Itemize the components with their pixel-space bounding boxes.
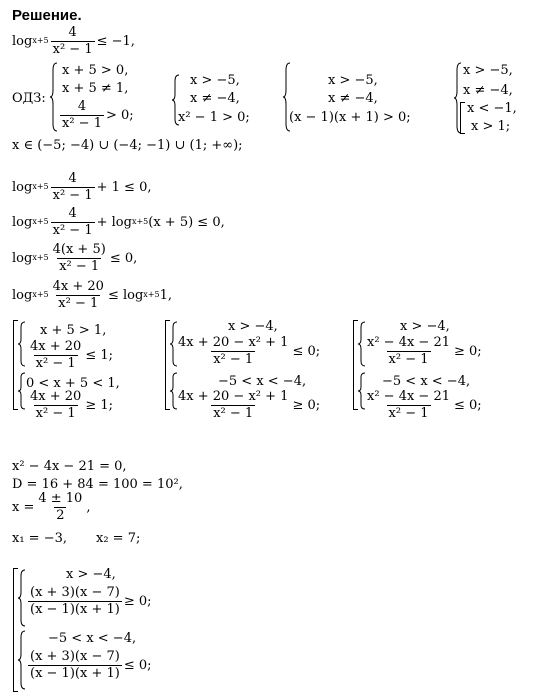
final-ineq-b: $\frac{(x + 3)(x - 7)}{(x - 1)(x + 1)}$ ≤ 0; xyxy=(30,649,152,681)
odz2-cond-1: x > −5, xyxy=(190,73,240,88)
odz4-cond-4: x > 1; xyxy=(471,119,511,134)
case2-ineq-b: $\frac{\text{4x + 20 − x² + 1}}{\text{x² − 1}}$ ≥ 0; xyxy=(178,389,321,421)
system-brace xyxy=(18,321,25,367)
case3-ineq-a: $\frac{\text{x² − 4x − 21}}{\text{x² − 1}}$ ≥ 0; xyxy=(367,335,482,367)
odz-cond-3: $\frac{4}{\text{x² − 1}}$ > 0; xyxy=(62,99,134,131)
root-2: x₂ = 7; xyxy=(96,531,141,546)
case1-cond-a: x + 5 > 1, xyxy=(40,323,107,338)
roots-formula: x = $\frac{4 \pm 10}{2}$ , xyxy=(12,491,91,523)
system-brace xyxy=(18,372,25,410)
odz-cond-1: x + 5 > 0, xyxy=(62,63,129,78)
case3-cond-b: −5 < x < −4, xyxy=(382,374,471,389)
odz-cond-2: x + 5 ≠ 1, xyxy=(62,81,129,96)
odz2-cond-3: x² − 1 > 0; xyxy=(178,110,250,125)
odz3-cond-3: (x − 1)(x + 1) > 0; xyxy=(289,110,411,125)
final-cond-b: −5 < x < −4, xyxy=(48,631,137,646)
case2-ineq-a: $\frac{\text{4x + 20 − x² + 1}}{\text{x² − 1}}$ ≤ 0; xyxy=(178,335,321,367)
quadratic-equation: x² − 4x − 21 = 0, xyxy=(12,459,127,474)
odz3-cond-2: x ≠ −4, xyxy=(328,91,378,106)
final-ineq-a: $\frac{(x + 3)(x - 7)}{(x - 1)(x + 1)}$ ≥ 0; xyxy=(30,585,152,617)
root-1: x₁ = −3, xyxy=(12,531,67,546)
step-3: log x+5 $\frac{4(x + 5)}{\text{x² − 1}}$ ≤ 0, xyxy=(12,242,138,274)
domain-result: x ∈ (−5; −4) ∪ (−4; −1) ∪ (1; +∞); xyxy=(12,138,243,153)
odz3-cond-1: x > −5, xyxy=(328,73,378,88)
odz4-cond-1: x > −5, xyxy=(463,63,513,78)
initial-inequality: log x+5 $\frac{4}{\text{x² − 1}}$ ≤ −1, xyxy=(12,25,135,57)
step-4: log x+5 $\frac{4x + 20}{\text{x² − 1}}$ ≤ log x+5 1, xyxy=(12,279,172,311)
system-brace xyxy=(18,569,25,627)
union-bracket xyxy=(460,102,465,134)
final-cond-a: x > −4, xyxy=(66,567,116,582)
case1-cond-b: 0 < x + 5 < 1, xyxy=(26,376,120,391)
odz4-cond-3: x < −1, xyxy=(467,101,517,116)
odz-label: ОДЗ: xyxy=(12,91,46,106)
step-2: log x+5 $\frac{4}{\text{x² − 1}}$ + log x+5 (x + 5) ≤ 0, xyxy=(12,206,225,238)
discriminant: D = 16 + 84 = 100 = 10², xyxy=(12,477,183,492)
odz2-cond-2: x ≠ −4, xyxy=(190,91,240,106)
case2-cond-a: x > −4, xyxy=(228,319,278,334)
system-brace xyxy=(18,630,25,690)
step-1: log x+5 $\frac{4}{\text{x² − 1}}$ + 1 ≤ 0, xyxy=(12,171,152,203)
case1-ineq-a: $\frac{4x + 20}{\text{x² − 1}}$ ≤ 1; xyxy=(30,339,113,371)
case1-ineq-b: $\frac{4x + 20}{\text{x² − 1}}$ ≥ 1; xyxy=(30,389,113,421)
case2-cond-b: −5 < x < −4, xyxy=(218,374,307,389)
odz4-cond-2: x ≠ −4, xyxy=(463,83,513,98)
solution-title: Решение. xyxy=(12,7,82,24)
case3-cond-a: x > −4, xyxy=(400,319,450,334)
case3-ineq-b: $\frac{\text{x² − 4x − 21}}{\text{x² − 1}}$ ≤ 0; xyxy=(367,389,482,421)
system-brace xyxy=(50,62,57,132)
